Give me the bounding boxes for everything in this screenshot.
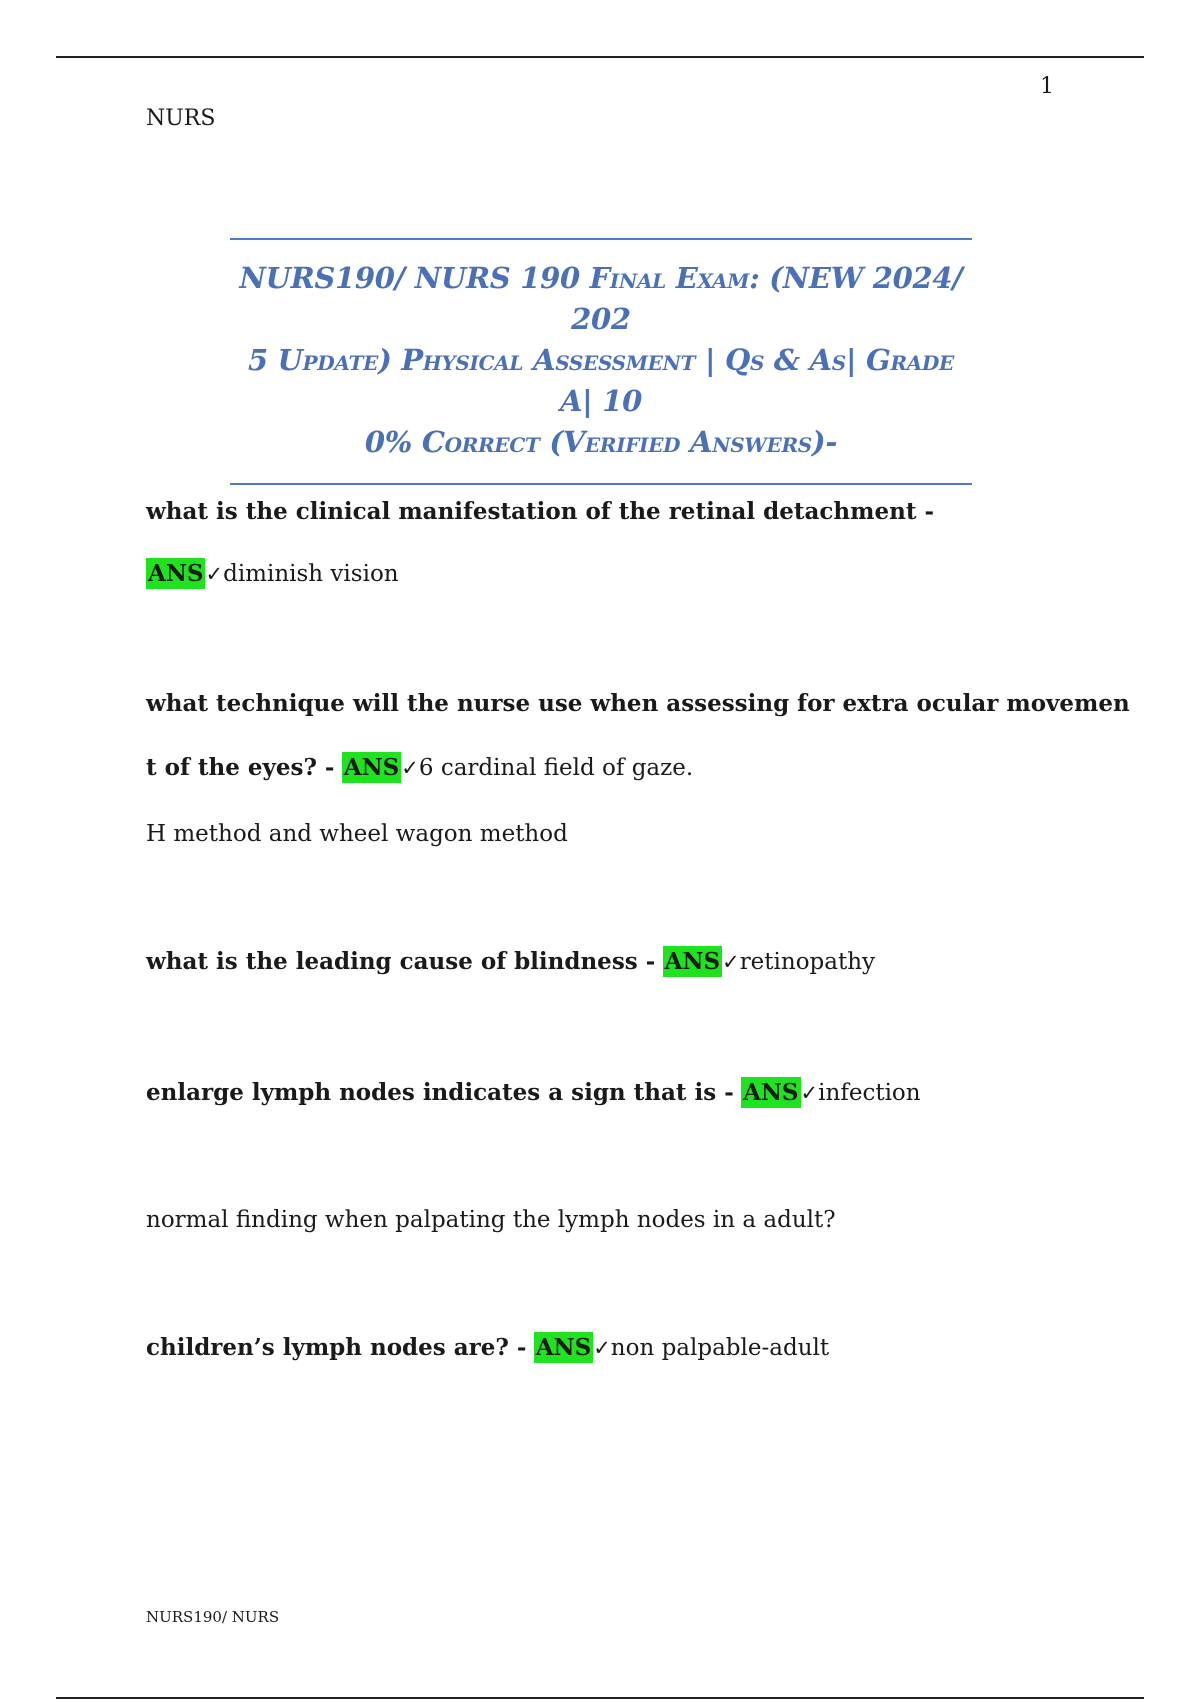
answer-extra-text: H method and wheel wagon method [146, 821, 568, 847]
question-2-line-2 [146, 754, 693, 781]
page-number: 1 [1040, 74, 1054, 99]
question-text: what is the leading cause of blindness - [146, 948, 656, 975]
question-text: t of the eyes? - [146, 754, 335, 781]
document-title [230, 240, 972, 483]
question-3 [146, 948, 875, 975]
bottom-rule [56, 1697, 1144, 1699]
footer-text: NURS190/ NURS [146, 1608, 280, 1626]
check-icon: ✓ [401, 756, 419, 780]
title-block [230, 238, 972, 485]
question-6 [146, 1334, 829, 1361]
check-icon: ✓ [593, 1336, 611, 1360]
question-text: what is the clinical manifestation of the retinal detachment - [146, 498, 935, 525]
ans-badge: ANS [148, 560, 204, 587]
top-rule [56, 56, 1144, 58]
answer-text: 6 cardinal field of gaze. [418, 755, 694, 781]
plain-line [146, 1207, 836, 1233]
check-icon: ✓ [722, 950, 740, 974]
check-icon: ✓ [800, 1081, 819, 1105]
question-2-line-1 [146, 690, 1130, 717]
title-line-1: NURS190/ NURS 190 Final Exam: (NEW 2024/ 202 [239, 261, 963, 336]
question-text: enlarge lymph nodes indicates a sign that is - [146, 1079, 734, 1106]
ans-badge: ANS [343, 754, 400, 781]
answer-1 [146, 560, 399, 587]
question-1 [146, 498, 934, 525]
question-text: what technique will the nurse use when assessing for extra ocular movemen [146, 690, 1130, 717]
ans-badge: ANS [535, 1334, 592, 1361]
running-head: NURS [146, 106, 216, 131]
plain-text: normal finding when palpating the lymph nodes in a adult? [146, 1207, 836, 1233]
answer-text: diminish vision [223, 561, 399, 587]
ans-badge: ANS [743, 1079, 799, 1106]
title-rule-bottom [230, 483, 972, 485]
ans-badge: ANS [664, 948, 721, 975]
title-line-2: 5 Update) Physical Assessment | Qs & As| Grade A| 10 [248, 343, 954, 418]
answer-text: retinopathy [739, 949, 876, 975]
check-icon: ✓ [205, 562, 224, 586]
answer-text: infection [818, 1080, 921, 1106]
answer-2-extra [146, 821, 568, 847]
title-line-3: 0% Correct (Verified Answers)- [364, 425, 838, 459]
answer-text: non palpable-adult [610, 1335, 830, 1361]
question-text: children’s lymph nodes are? - [146, 1334, 527, 1361]
question-4 [146, 1079, 921, 1106]
